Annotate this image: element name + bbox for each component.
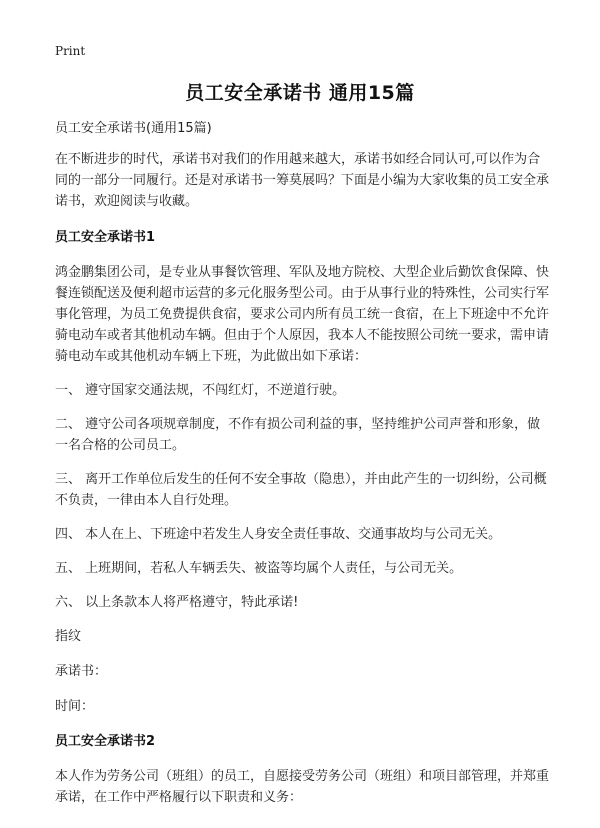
signature-time: 时间：: [55, 699, 95, 714]
section-2-body: 本人作为劳务公司（班组）的员工，自愿接受劳务公司（班组）和项目部管理，并郑重承诺，在工作中严格履行以下职责和义务：: [55, 769, 550, 805]
page-title: 员工安全承诺书 通用15篇: [185, 82, 415, 104]
commitment-item: 一、 遵守国家交通法规，不闯红灯，不逆道行驶。: [55, 383, 346, 398]
print-link[interactable]: Print: [55, 44, 86, 58]
commitment-item: 二、 遵守公司各项规章制度，不作有损公司利益的事，坚持维护公司声誉和形象，做一名合格的公司员工。: [55, 417, 541, 453]
document-subtitle: 员工安全承诺书(通用15篇): [55, 121, 212, 136]
commitment-item: 五、 上班期间，若私人车辆丢失、被盗等均属个人责任，与公司无关。: [55, 561, 463, 576]
intro-paragraph: 在不断进步的时代，承诺书对我们的作用越来越大，承诺书如经合同认可,可以作为合同的一部分一同履行。还是对承诺书一筹莫展吗？下面是小编为大家收集的员工安全承诺书，欢迎阅读与收藏。: [55, 152, 550, 209]
section-1-body: 鸿金鹏集团公司，是专业从事餐饮管理、军队及地方院校、大型企业后勤饮食保障、快餐连锁配送及便利超市运营的多元化服务型公司。由于从事行业的特殊性，公司实行军事化管理，为员工免费提供食宿，要求公司内所有员工统一食宿，在上下班途中不允许骑电动车或者其他机动车辆。但由于个人原因，我本人不能按照公司统一要求，需申请骑电动车或其他机动车辆上下班，为此做出如下承诺：: [55, 265, 550, 364]
commitment-item: 三、 离开工作单位后发生的任何不安全事故（隐患），并由此产生的一切纠纷，公司概不负责，一律由本人自行处理。: [55, 472, 547, 508]
signature-promisor: 承诺书：: [55, 664, 108, 679]
commitment-item: 四、 本人在上、下班途中若发生人身安全责任事故、交通事故均与公司无关。: [55, 527, 502, 542]
signature-fingerprint: 指纹: [55, 629, 82, 644]
commitment-item: 六、 以上条款本人将严格遵守，特此承诺!: [55, 595, 299, 610]
document-body: [55, 118, 552, 821]
section-heading-1: 员工安全承诺书1: [55, 230, 156, 245]
section-heading-2: 员工安全承诺书2: [55, 734, 156, 749]
